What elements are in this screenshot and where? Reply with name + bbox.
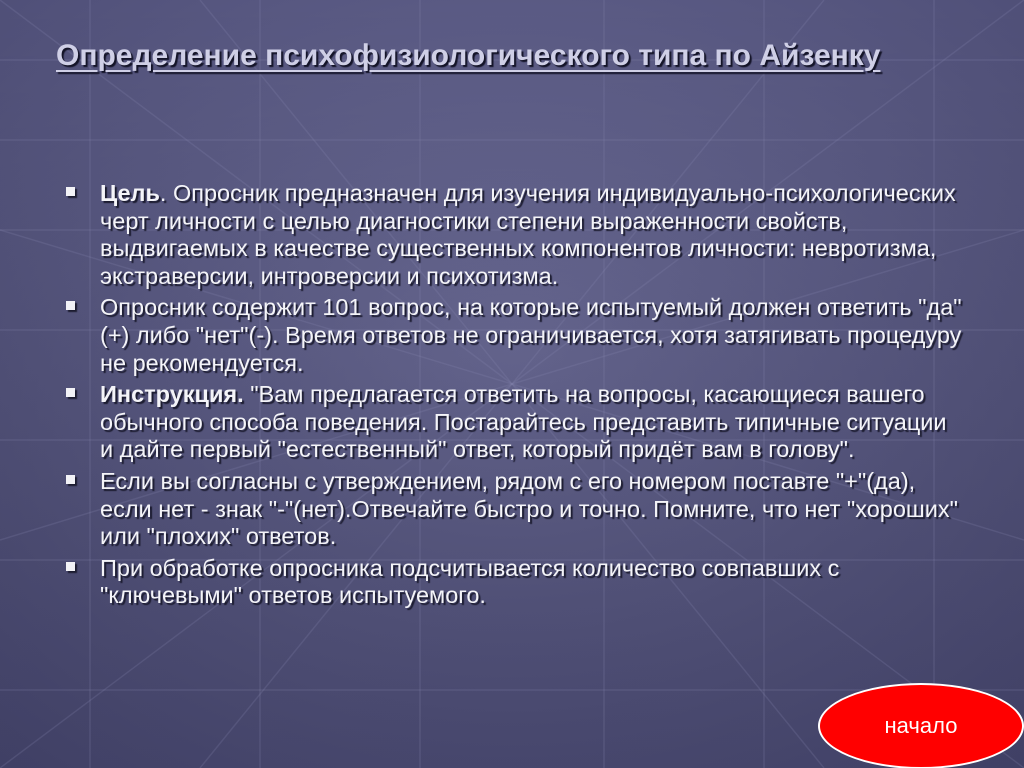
slide-title: Определение психофизиологического типа по Айзенку <box>56 39 881 72</box>
bullet-text-processing: При обработке опросника подсчитывается количество совпавших с "ключевыми" ответов испытуемого. <box>100 554 840 609</box>
bullet-lead-instruction: Инструкция. <box>100 381 244 408</box>
bullet-text-instruction: "Вам предлагается ответить на вопросы, касающиеся вашего обычного способа поведения. Постарайтесь представить типичные ситуации и дайте первый "естественный" ответ, который придёт вам в голову". <box>100 381 947 463</box>
bullet-list <box>64 180 964 614</box>
square-bullet-icon <box>66 388 75 397</box>
bullet-question-count <box>64 294 964 377</box>
bullet-text-answer-rules: Если вы согласны с утверждением, рядом с его номером поставте "+"(да), если нет - знак "-"(нет).Отвечайте быстро и точно. Помните, что нет "хороших" или "плохих" ответов. <box>100 467 958 550</box>
bullet-goal <box>64 180 964 290</box>
start-button-label: начало <box>884 713 958 738</box>
square-bullet-icon <box>66 475 75 484</box>
start-button[interactable] <box>818 683 1024 768</box>
bullet-processing <box>64 555 964 610</box>
square-bullet-icon <box>66 301 75 310</box>
bullet-text-goal: . Опросник предназначен для изучения индивидуально-психологических черт личности с целью диагностики степени выраженности свойств, выдвигаемых в качестве существенных компонентов личности: невротизма, экстраверсии, интроверсии и психотизма. <box>100 180 956 289</box>
bullet-answer-rules <box>64 468 964 551</box>
square-bullet-icon <box>66 562 75 571</box>
bullet-lead-goal: Цель <box>100 180 160 206</box>
square-bullet-icon <box>66 187 75 196</box>
bullet-text-question-count: Опросник содержит 101 вопрос, на которые испытуемый должен ответить "да"(+) либо "нет"(-). Время ответов не ограничивается, хотя затягивать процедуру не рекомендуется. <box>100 294 962 376</box>
bullet-instruction <box>64 381 964 464</box>
